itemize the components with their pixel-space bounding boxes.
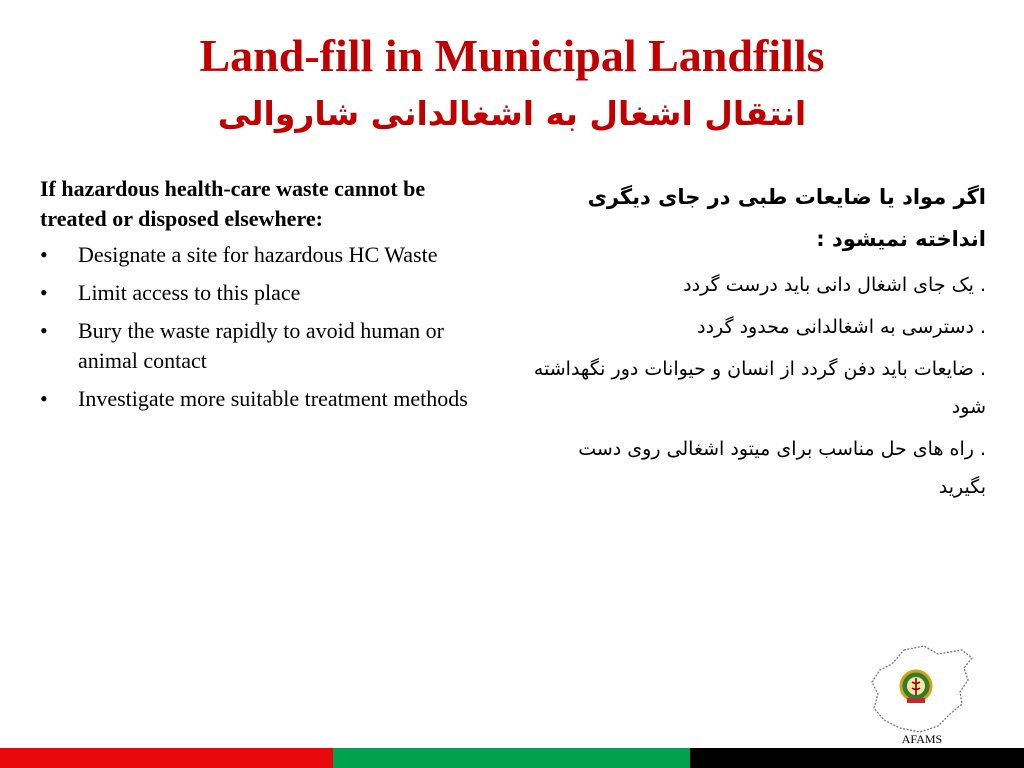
- english-content: [40, 174, 490, 422]
- bullet-item: [40, 240, 490, 270]
- bullet-icon: •: [40, 242, 48, 267]
- persian-item: . یک جای اشغال دانی باید درست گردد: [683, 274, 986, 296]
- bullet-item: [40, 316, 490, 376]
- english-bullet-list: [40, 240, 490, 414]
- persian-item: . راه های حل مناسب برای میتود اشغالی روی دست بگیرید: [578, 438, 986, 498]
- bullet-item: [40, 384, 490, 414]
- english-intro: If hazardous health-care waste cannot be treated or disposed elsewhere:: [40, 176, 426, 231]
- bullet-icon: •: [40, 280, 48, 305]
- persian-item: . ضایعات باید دفن گردد از انسان و حیوانات دور نگهداشته شود: [533, 358, 986, 418]
- persian-item: . دسترسی به اشغالدانی محدود گردد: [697, 316, 986, 338]
- slide-title: Land-fill in Municipal Landfills: [199, 30, 825, 81]
- bullet-text: Limit access to this place: [78, 280, 301, 305]
- flag-stripe-green: [333, 748, 690, 768]
- flag-stripe-black: [690, 748, 1024, 768]
- flag-stripe-red: [0, 748, 333, 768]
- bullet-text: Designate a site for hazardous HC Waste: [78, 242, 438, 267]
- persian-item-list: [530, 266, 986, 506]
- afghanistan-map-logo: [866, 640, 978, 738]
- persian-content: [530, 176, 986, 510]
- bullet-item: [40, 278, 490, 308]
- emblem-book-icon: [907, 698, 925, 703]
- bullet-icon: •: [40, 386, 48, 411]
- persian-intro: اگر مواد یا ضایعات طبی در جای دیگری انداخته نمیشود :: [587, 185, 986, 251]
- afams-label: AFAMS: [901, 732, 943, 746]
- bullet-icon: •: [40, 318, 48, 343]
- bullet-text: Investigate more suitable treatment methods: [78, 386, 468, 411]
- slide-title-persian: انتقال اشغال به اشغالدانی شاروالی: [217, 94, 807, 133]
- bullet-text: Bury the waste rapidly to avoid human or animal contact: [78, 318, 444, 373]
